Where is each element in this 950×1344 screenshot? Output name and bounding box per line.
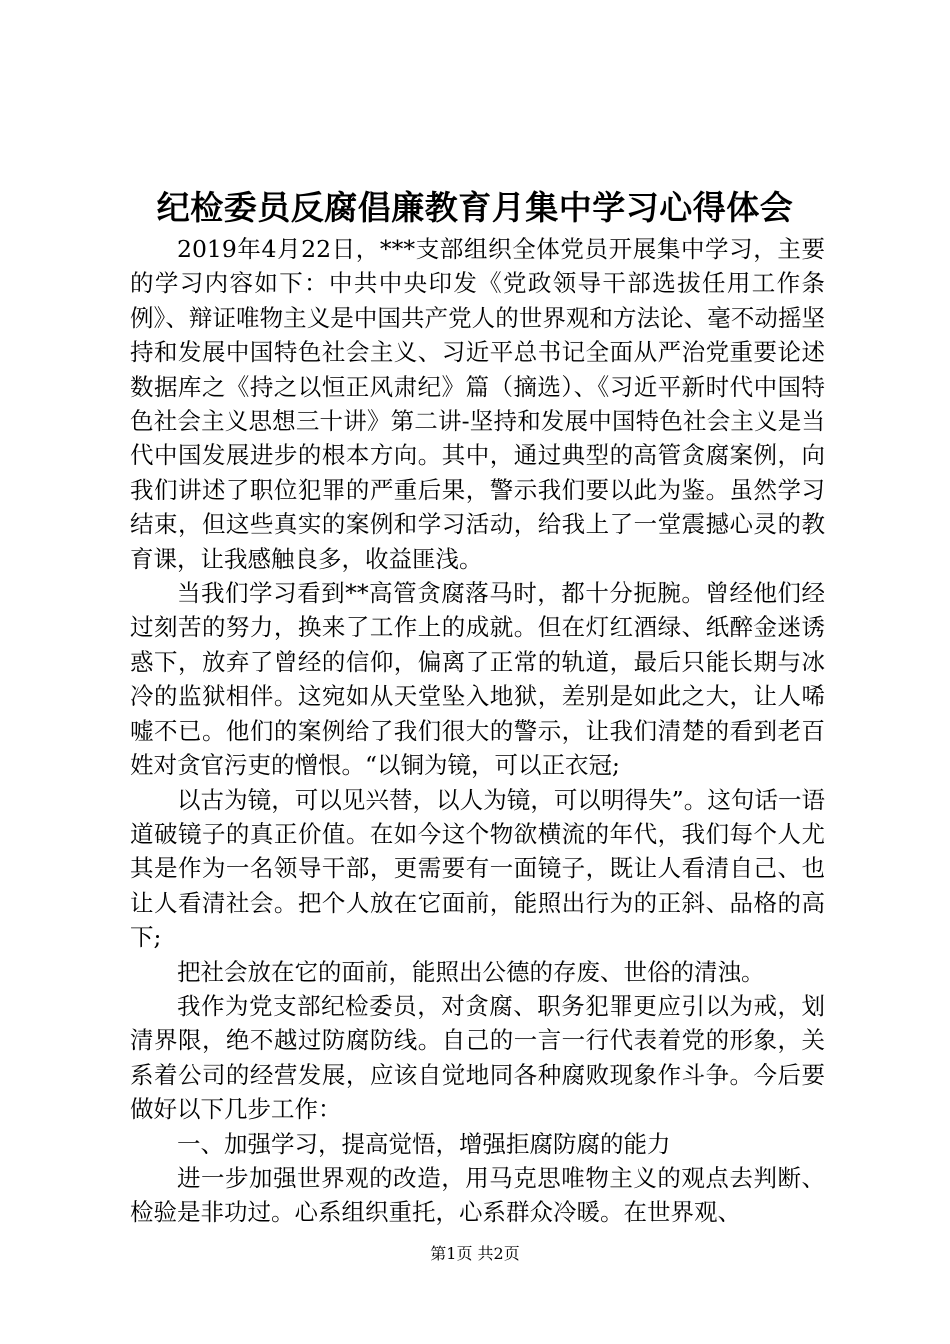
paragraph: 2019年4月22日，***支部组织全体党员开展集中学习，主要的学习内容如下：中共中央印发《党政领导干部选拔任用工作条例》、辩证唯物主义是中国共产党人的世界观和方法论、毫不动摇坚持和发展中国特色社会主义、习近平总书记全面从严治党重要论述数据库之《持之以恒正风肃纪》篇（摘选）、《习近平新时代中国特色社会主义思想三十讲》第二讲-坚持和发展中国特色社会主义是当代中国发展进步的根本方向。其中，通过典型的高管贪腐案例，向我们讲述了职位犯罪的严重后果，警示我们要以此为鉴。虽然学习结束，但这些真实的案例和学习活动，给我上了一堂震撼心灵的教育课，让我感触良多，收益匪浅。 [130, 235, 825, 573]
document-title: 纪检委员反腐倡廉教育月集中学习心得体会 [156, 188, 794, 227]
page-number-footer: 第1页 共2页 [430, 1244, 520, 1263]
section-heading: 一、加强学习，提高觉悟，增强拒腐防腐的能力 [177, 1129, 671, 1158]
paragraph: 进一步加强世界观的改造，用马克思唯物主义的观点去判断、检验是非功过。心系组织重托，心系群众冷暖。在世界观、 [130, 1163, 825, 1227]
paragraph: 以古为镜，可以见兴替，以人为镜，可以明得失”。这句话一语道破镜子的真正价值。在如今这个物欲横流的年代，我们每个人尤其是作为一名领导干部，更需要有一面镜子，既让人看清自己、也让人看清社会。把个人放在它面前，能照出行为的正斜、品格的高下; [130, 785, 825, 952]
paragraph: 把社会放在它的面前，能照出公德的存废、世俗的清浊。 [177, 957, 765, 986]
paragraph: 当我们学习看到**高管贪腐落马时，都十分扼腕。曾经他们经过刻苦的努力，换来了工作上的成就。但在灯红酒绿、纸醉金迷诱惑下，放弃了曾经的信仰，偏离了正常的轨道，最后只能长期与冰冷的监狱相伴。这宛如从天堂坠入地狱，差别是如此之大，让人唏嘘不已。他们的案例给了我们很大的警示，让我们清楚的看到老百姓对贪官污吏的憎恨。“以铜为镜，可以正衣冠; [130, 579, 825, 780]
paragraph: 我作为党支部纪检委员，对贪腐、职务犯罪更应引以为戒，划清界限，绝不越过防腐防线。自己的一言一行代表着党的形象，关系着公司的经营发展，应该自觉地同各种腐败现象作斗争。今后要做好以下几步工作： [130, 991, 825, 1124]
document-body [130, 232, 825, 1230]
